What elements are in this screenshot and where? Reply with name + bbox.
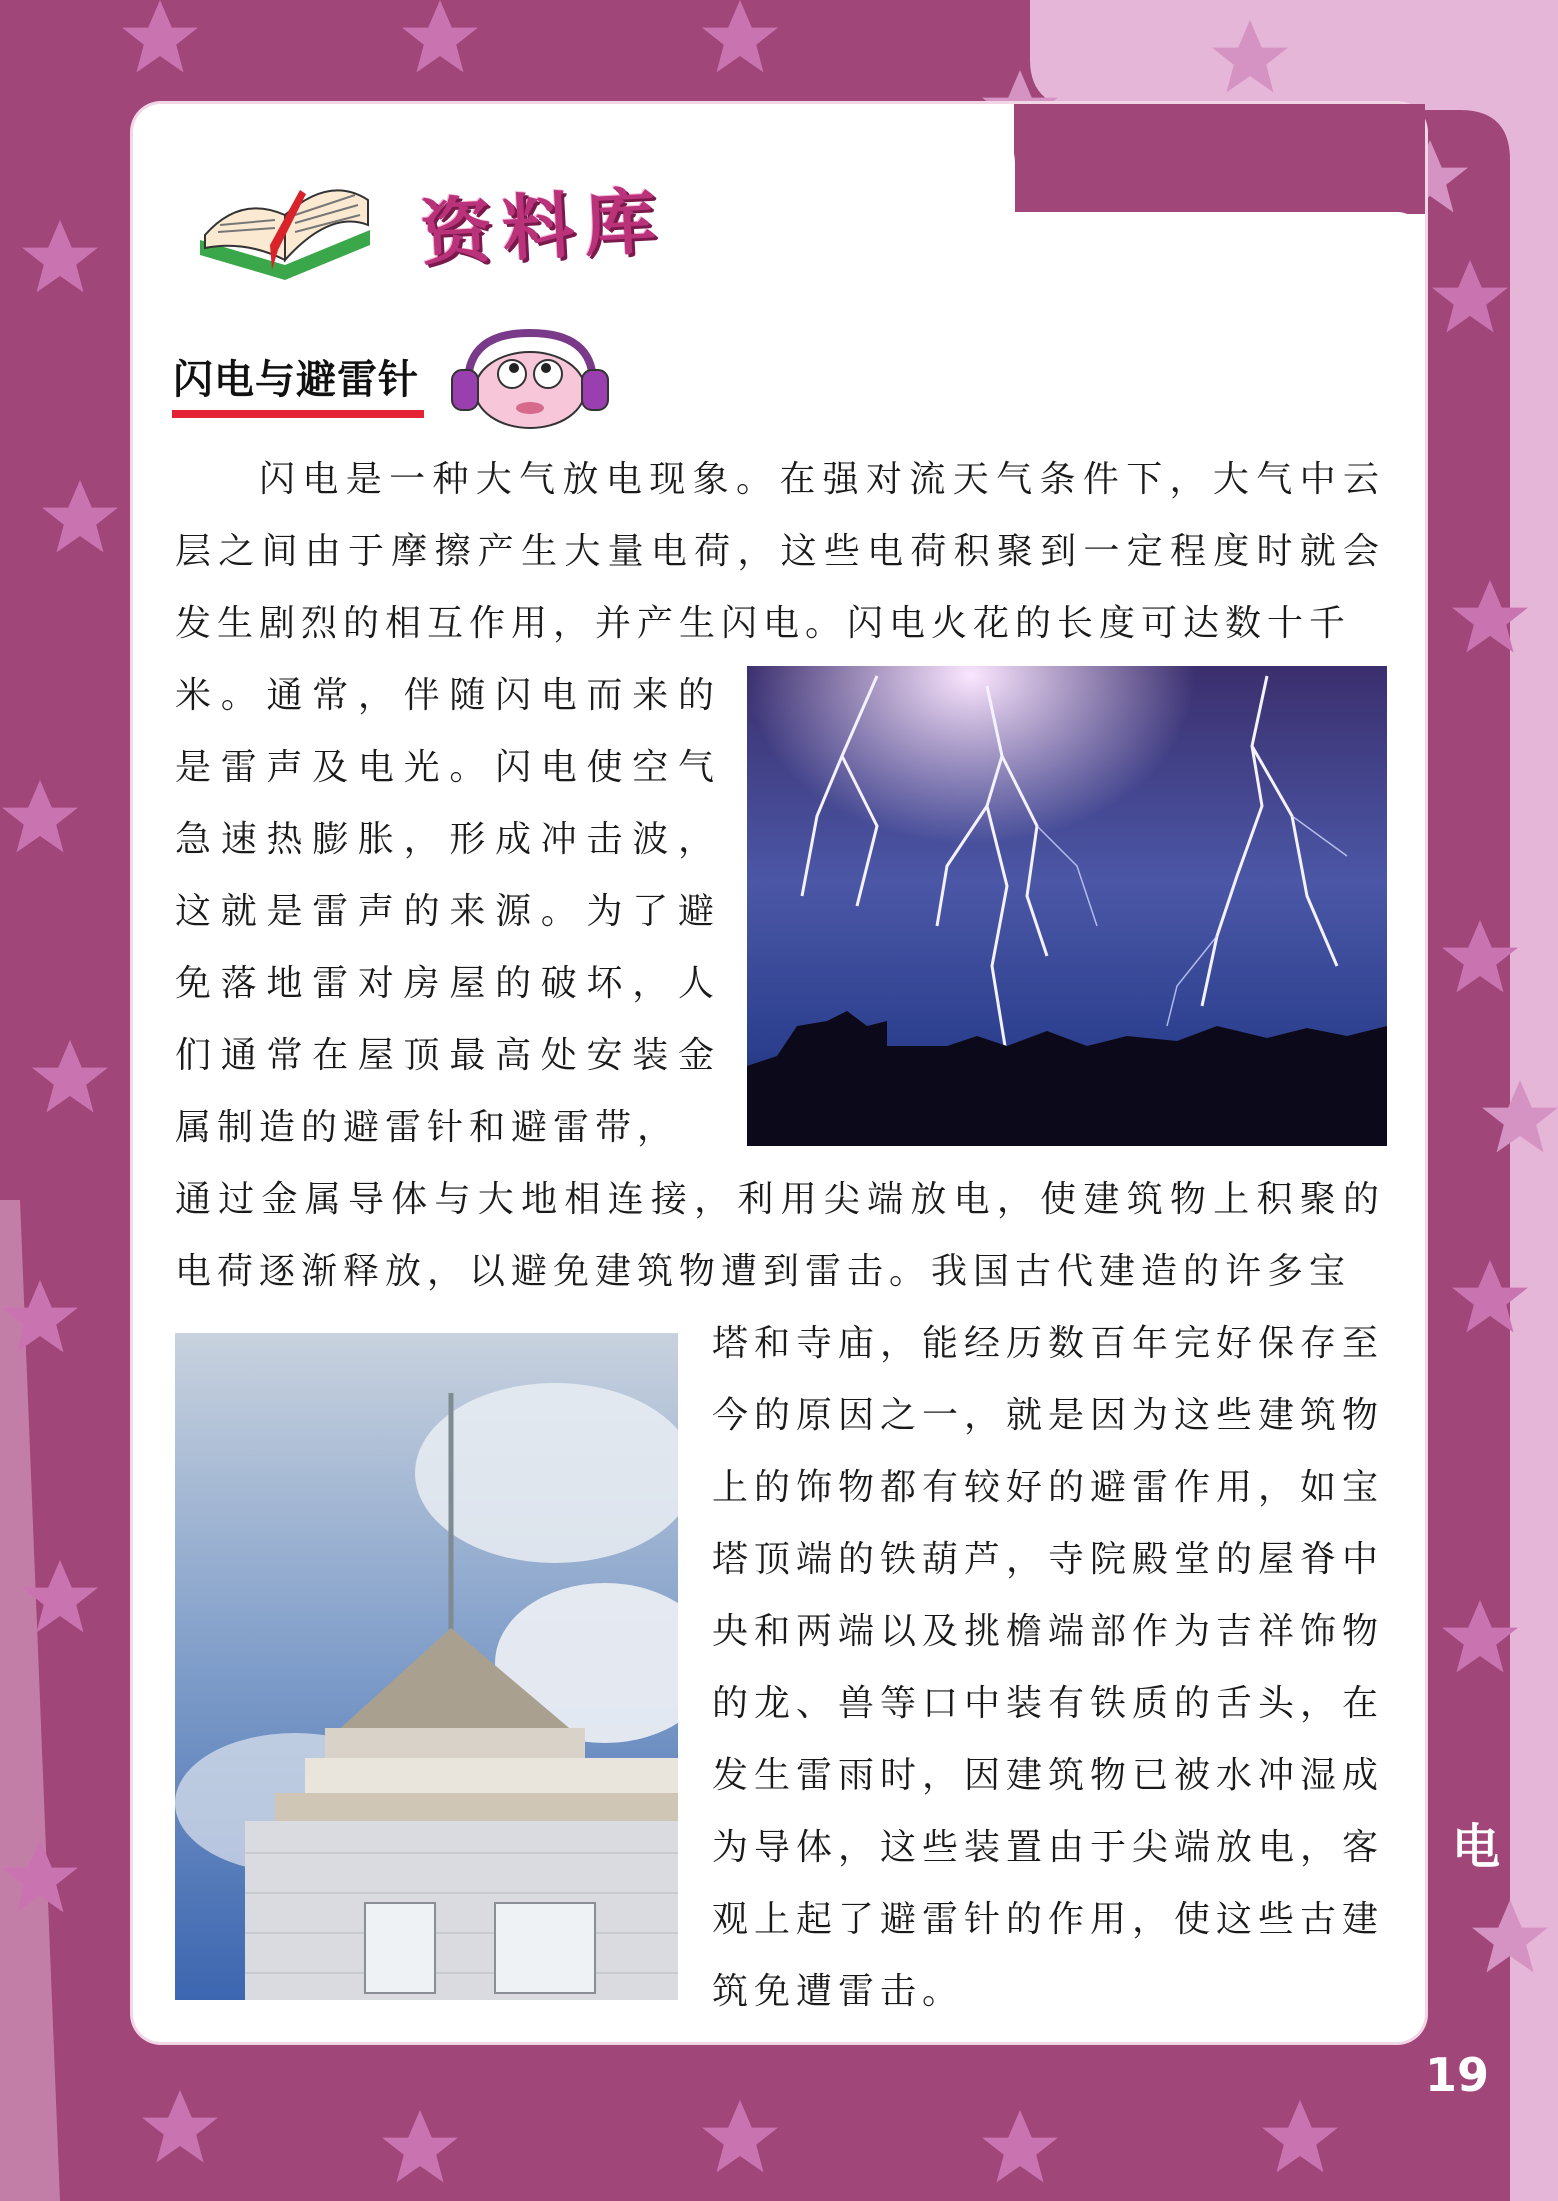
page-number: 19 (1425, 2048, 1490, 2102)
headphone-mascot-icon (448, 328, 613, 433)
card-top-right (990, 212, 1425, 272)
lightning-rod-photo (175, 1333, 678, 2000)
banner-title: 资料库 (417, 178, 669, 276)
open-book-icon (190, 170, 380, 280)
chapter-side-label: 电 (1452, 1819, 1501, 1875)
paragraph-discharge: 通过金属导体与大地相连接，利用尖端放电，使建筑物上积聚的电荷逐渐释放，以避免建筑物遭到雷击。我国古代建造的许多宝 (175, 1179, 1385, 1292)
paragraph-thunder: 米。通常，伴随闪电而来的是雷声及电光。闪电使空气急速热膨胀，形成冲击波，这就是雷声的来源。为了避免落地雷对房屋的破坏，人们通常在屋顶最高处安装金属制造的避雷针和避雷带， (175, 675, 720, 1148)
lightning-photo (747, 666, 1387, 1146)
section-title: 闪电与避雷针 (173, 357, 419, 403)
card-notch-curve (890, 104, 1015, 214)
paragraph-pagodas: 塔和寺庙，能经历数百年完好保存至今的原因之一，就是因为这些建筑物上的饰物都有较好的避雷作用，如宝塔顶端的铁葫芦，寺院殿堂的屋脊中央和两端以及挑檐端部作为吉祥饰物的龙、兽等口中装有铁质的舌头，在发生雷雨时，因建筑物已被水冲湿成为导体，这些装置由于尖端放电，客观上起了避雷针的作用，使这些古建筑免遭雷击。 (712, 1323, 1385, 2012)
paragraph-intro: 闪电是一种大气放电现象。在强对流天气条件下，大气中云层之间由于摩擦产生大量电荷，这些电荷积聚到一定程度时就会发生剧烈的相互作用，并产生闪电。闪电火花的长度可达数十千 (175, 459, 1385, 644)
card-notch (1014, 104, 1425, 214)
section-title-underline (172, 410, 424, 418)
